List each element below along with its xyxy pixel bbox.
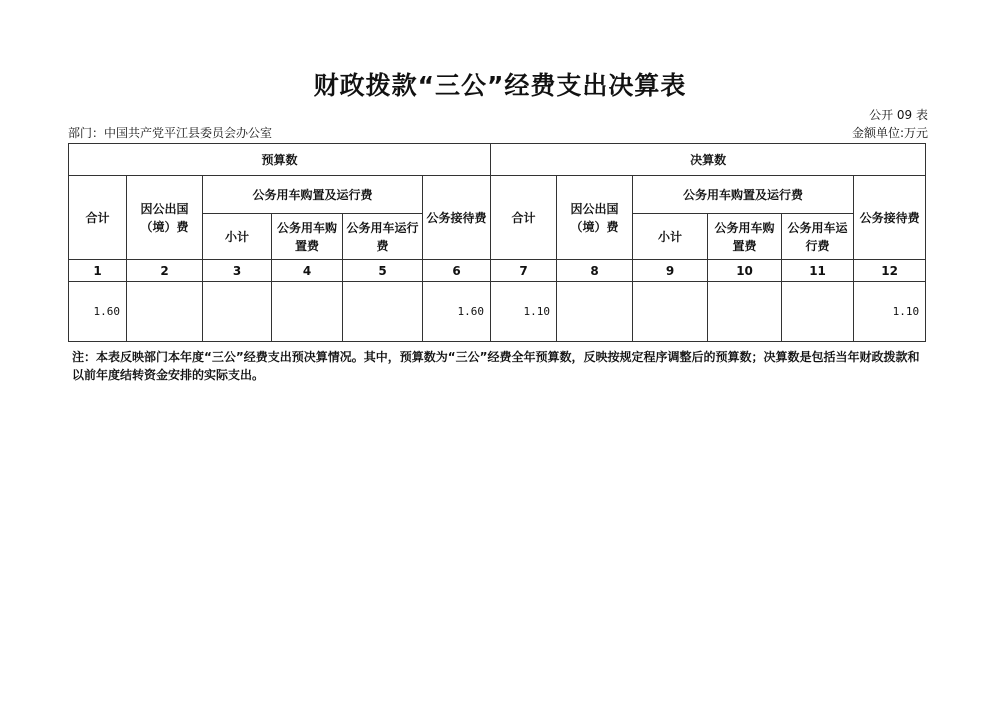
- table-note: 注：本表反映部门本年度“三公”经费支出预决算情况。其中，预算数为“三公”经费全年预算数，反映按规定程序调整后的预算数；决算数是包括当年财政拨款和以前年度结转资金安排的实际支出。: [72, 350, 920, 382]
- form-number: 公开 09 表: [869, 108, 928, 122]
- final-vehicle-group-header: 公务用车购置及运行费: [633, 176, 854, 214]
- column-index: 9: [633, 260, 708, 282]
- final-subtotal-value: [633, 282, 708, 342]
- column-index: 10: [708, 260, 782, 282]
- three-public-expenses-table: [68, 143, 926, 342]
- column-index: 11: [782, 260, 854, 282]
- column-index: 12: [854, 260, 926, 282]
- column-index: 6: [423, 260, 491, 282]
- column-index: 7: [491, 260, 557, 282]
- budget-vehicle-group-header: 公务用车购置及运行费: [203, 176, 423, 214]
- final-total-value: 1.10: [491, 282, 557, 342]
- final-reception-header: 公务接待费: [854, 176, 926, 260]
- final-vehicle-operation-value: [782, 282, 854, 342]
- final-total-header: 合计: [491, 176, 557, 260]
- budget-abroad-header: 因公出国（境）费: [127, 176, 203, 260]
- budget-vehicle-operation-value: [343, 282, 423, 342]
- budget-subtotal-header: 小计: [203, 214, 272, 260]
- final-subtotal-header: 小计: [633, 214, 708, 260]
- column-index: 5: [343, 260, 423, 282]
- department-label: 部门：中国共产党平江县委员会办公室: [68, 126, 273, 140]
- column-index: 2: [127, 260, 203, 282]
- budget-vehicle-purchase-header: 公务用车购置费: [272, 214, 343, 260]
- budget-reception-value: 1.60: [423, 282, 491, 342]
- budget-group-header: 预算数: [69, 144, 491, 176]
- final-group-header: 决算数: [491, 144, 926, 176]
- column-index: 1: [69, 260, 127, 282]
- budget-total-header: 合计: [69, 176, 127, 260]
- column-index: 3: [203, 260, 272, 282]
- budget-reception-header: 公务接待费: [423, 176, 491, 260]
- final-abroad-value: [557, 282, 633, 342]
- final-vehicle-purchase-header: 公务用车购置费: [708, 214, 782, 260]
- column-index: 8: [557, 260, 633, 282]
- table-row: [69, 282, 926, 342]
- final-abroad-header: 因公出国（境）费: [557, 176, 633, 260]
- budget-vehicle-purchase-value: [272, 282, 343, 342]
- column-index: 4: [272, 260, 343, 282]
- final-vehicle-purchase-value: [708, 282, 782, 342]
- column-index-row: [69, 260, 926, 282]
- final-reception-value: 1.10: [854, 282, 926, 342]
- unit-label: 金额单位:万元: [851, 126, 928, 140]
- budget-abroad-value: [127, 282, 203, 342]
- final-vehicle-operation-header: 公务用车运行费: [782, 214, 854, 260]
- budget-subtotal-value: [203, 282, 272, 342]
- page-title: 财政拨款“三公”经费支出决算表: [313, 71, 687, 100]
- budget-total-value: 1.60: [69, 282, 127, 342]
- budget-vehicle-operation-header: 公务用车运行费: [343, 214, 423, 260]
